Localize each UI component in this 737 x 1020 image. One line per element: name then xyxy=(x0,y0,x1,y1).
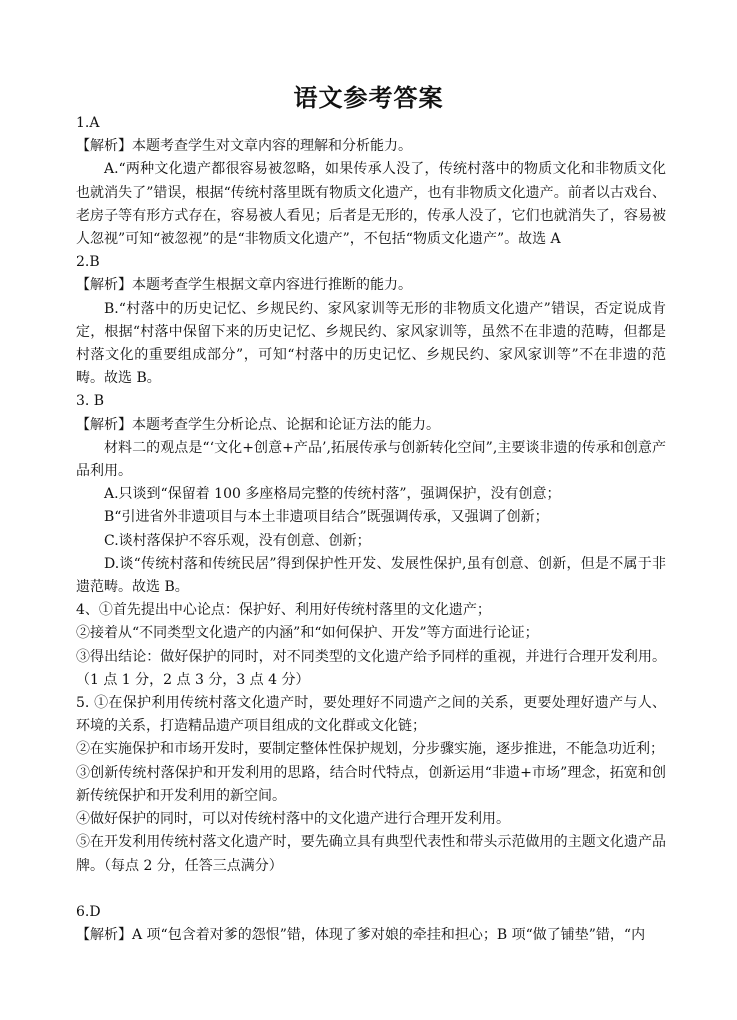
q4-line-2: ②接着从“不同类型文化遗产的内涵”和“如何保护、开发”等方面进行论证； xyxy=(76,625,539,642)
q5-line-1: 5. ①在保护利用传统村落文化遗产时，要处理好不同遗产之间的关系，更要处理好遗产与人、环境的关系，打造精品遗产项目组成的文化群或文化链； xyxy=(76,695,666,735)
q6-label: 6.D xyxy=(76,903,101,920)
q4-line-1: 4、①首先提出中心论点：保护好、利用好传统村落里的文化遗产； xyxy=(76,602,491,619)
q5-line-5: ⑤在开发利用传统村落文化遗产时，要先确立具有典型代表性和带头示范做用的主题文化遗产品牌。（每点 2 分，任答三点满分） xyxy=(76,834,666,874)
q5-line-4: ④做好保护的同时，可以对传统村落中的文化遗产进行合理开发利用。 xyxy=(76,811,510,828)
q1-detail: A.“两种文化遗产都很容易被忽略，如果传承人没了，传统村落中的物质文化和非物质文化也就消失了”错误，根据“传统村落里既有物质文化遗产，也有非物质文化遗产。前者以古戏台、老房子等有形方式存在，容易被人看见；后者是无形的，传承人没了，它们也就消失了，容易被人忽视”可知“被忽视”的是“非物质文化遗产”，不包括“物质文化遗产”。故选 A xyxy=(76,161,666,248)
q1-label: 1.A xyxy=(76,115,100,131)
q5-line-2: ②在实施保护和市场开发时，要制定整体性保护规划，分步骤实施，逐步推进，不能急功近利； xyxy=(76,741,664,758)
q6-analysis: 【解析】A 项“包含着对爹的怨恨”错，体现了爹对娘的牵挂和担心；B 项“做了铺垫”错，“内 xyxy=(76,926,646,943)
q3-label: 3. B xyxy=(76,393,105,410)
q2-label: 2.B xyxy=(76,254,100,271)
q2-detail: B.“村落中的历史记忆、乡规民约、家风家训等无形的非物质文化遗产”错误，否定说成肯定，根据“村落中保留下来的历史记忆、乡规民约、家风家训等，虽然不在非遗的范畴，但都是村落文化的重要组成部分”，可知“村落中的历史记忆、乡规民约、家风家训等”不在非遗的范畴。故选 B。 xyxy=(76,300,666,387)
q5-line-3: ③创新传统村落保护和开发利用的思路，结合时代特点，创新运用“非遗+市场”理念，拓宽和创新传统保护和开发利用的新空间。 xyxy=(76,764,666,804)
q3-analysis: 【解析】本题考查学生分析论点、论据和论证方法的能力。 xyxy=(76,416,440,433)
answer-body xyxy=(76,112,666,947)
spacer xyxy=(76,878,666,901)
q2-analysis: 【解析】本题考查学生根据文章内容进行推断的能力。 xyxy=(76,277,412,294)
q1-analysis: 【解析】本题考查学生对文章内容的理解和分析能力。 xyxy=(76,138,412,155)
q3-option-c: C.谈村落保护不容乐观，没有创意、创新； xyxy=(104,532,371,549)
q3-option-d: D.谈“传统村落和传统民居”得到保护性开发、发展性保护,虽有创意、创新，但是不属于非遗范畴。故选 B。 xyxy=(76,555,666,596)
page-title: 语文参考答案 xyxy=(293,83,444,112)
q4-line-3: ③得出结论：做好保护的同时，对不同类型的文化遗产给予同样的重视，并进行合理开发利用。（1 点 1 分，2 点 3 分，3 点 4 分） xyxy=(76,648,666,688)
q3-option-a: A.只谈到“保留着 100 多座格局完整的传统村落”，强调保护，没有创意； xyxy=(104,486,561,503)
q3-option-b: B“引进省外非遗项目与本土非遗项目结合”既强调传承，又强调了创新； xyxy=(104,509,549,526)
q3-intro: 材料二的观点是“‘文化+创意+产品’,拓展传承与创新转化空间”,主要谈非遗的传承和创意产品利用。 xyxy=(76,439,666,480)
